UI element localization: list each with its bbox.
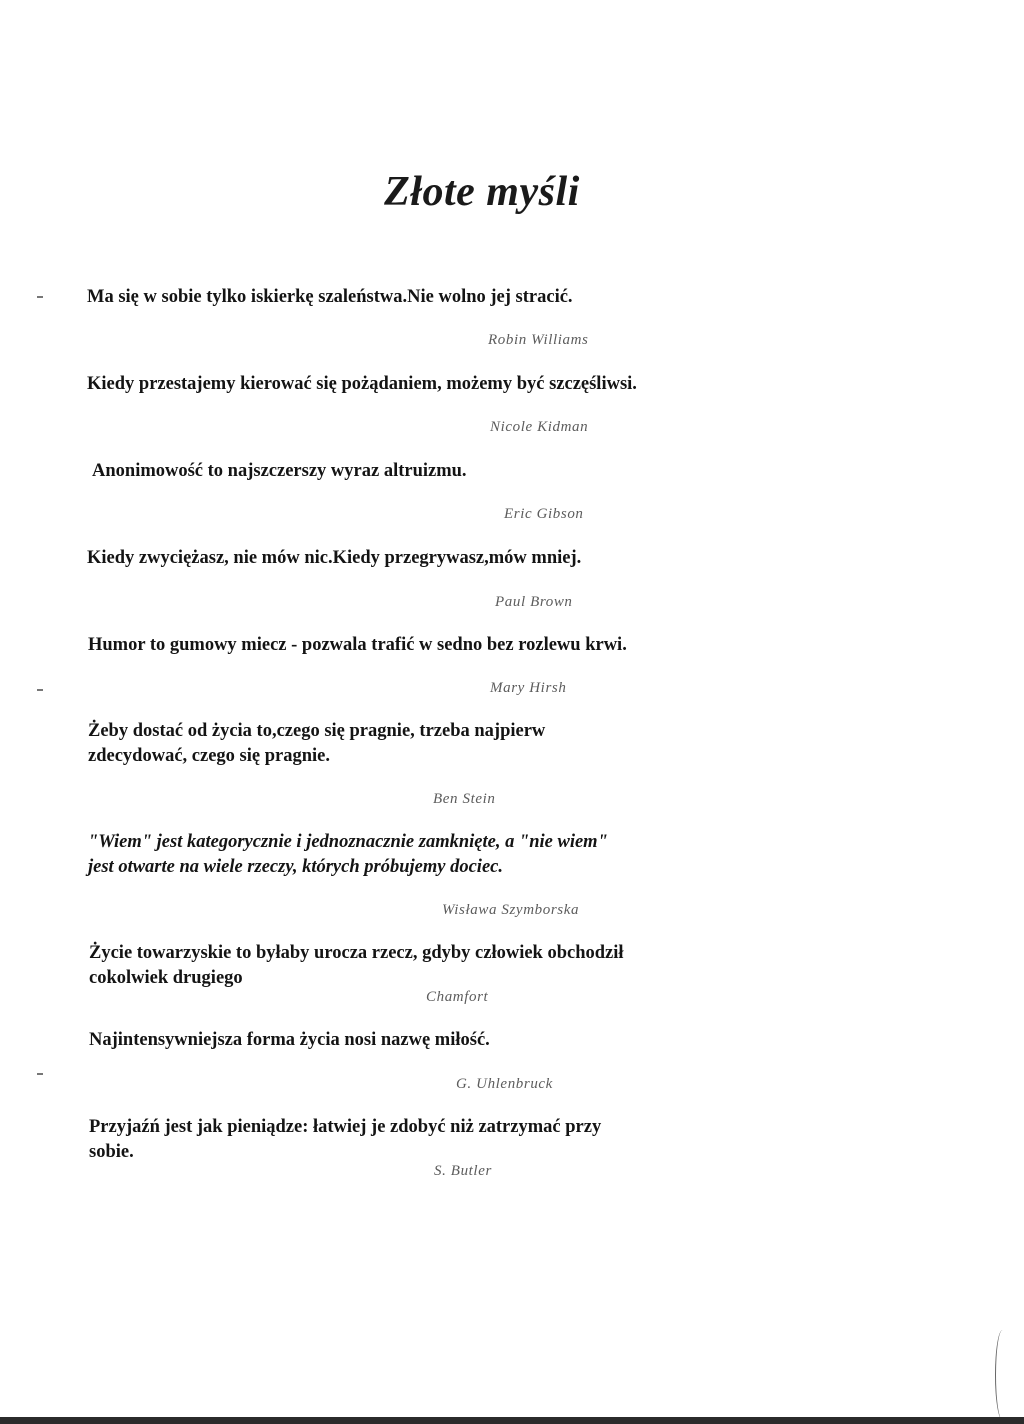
quote-text: Anonimowość to najszczerszy wyraz altruizmu.: [92, 461, 467, 481]
quote-author: Nicole Kidman: [490, 419, 589, 435]
quote-text-line2: sobie.: [89, 1142, 134, 1162]
scan-mark: [37, 689, 43, 691]
quote-author: Ben Stein: [433, 791, 496, 807]
quote-author: Chamfort: [426, 989, 489, 1005]
quote-text: Humor to gumowy miecz - pozwala trafić w sedno bez rozlewu krwi.: [88, 635, 627, 655]
quote-text-line1: Żeby dostać od życia to,czego się pragnie, trzeba najpierw: [88, 721, 546, 741]
scan-mark: [37, 296, 43, 298]
quote-text: Kiedy zwyciężasz, nie mów nic.Kiedy przegrywasz,mów mniej.: [87, 548, 582, 568]
quote-author: G. Uhlenbruck: [456, 1076, 553, 1092]
quote-author: Paul Brown: [495, 594, 573, 610]
scan-page-edge: [995, 1330, 1010, 1420]
quote-author: Mary Hirsh: [490, 680, 567, 696]
scan-mark: [37, 1073, 43, 1075]
page-title: Złote myśli: [384, 169, 580, 215]
quote-author: Wisława Szymborska: [442, 902, 580, 918]
quote-text-line1: Przyjaźń jest jak pieniądze: łatwiej je zdobyć niż zatrzymać przy: [89, 1117, 602, 1137]
quote-text-line2: jest otwarte na wiele rzeczy, których próbujemy dociec.: [88, 857, 503, 877]
quote-author: Robin Williams: [488, 332, 589, 348]
quote-author: S. Butler: [434, 1163, 492, 1179]
quote-text: Kiedy przestajemy kierować się pożądaniem, możemy być szczęśliwsi.: [87, 374, 637, 394]
quote-text-line2: cokolwiek drugiego: [89, 968, 243, 988]
quote-text: Najintensywniejsza forma życia nosi nazwę miłość.: [89, 1030, 490, 1050]
quote-text: Ma się w sobie tylko iskierkę szaleństwa.Nie wolno jej stracić.: [87, 287, 573, 307]
quote-text-line1: Życie towarzyskie to byłaby urocza rzecz, gdyby człowiek obchodził: [89, 943, 624, 963]
scan-bottom-edge: [0, 1417, 1024, 1424]
quote-text-line2: zdecydować, czego się pragnie.: [88, 746, 330, 766]
quote-author: Eric Gibson: [504, 506, 584, 522]
quote-text-line1: "Wiem" jest kategorycznie i jednoznacznie zamknięte, a "nie wiem": [88, 832, 608, 852]
